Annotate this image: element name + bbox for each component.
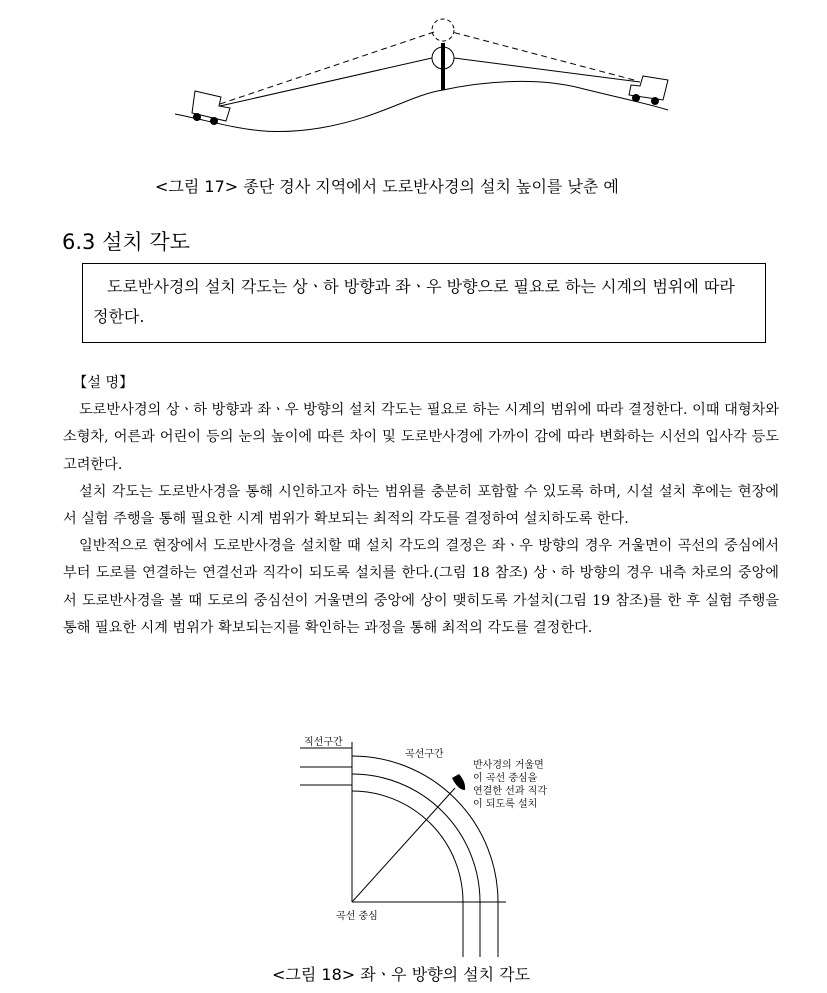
paragraph: 설치 각도는 도로반사경을 통해 시인하고자 하는 범위를 충분히 포함할 수 있도록 하며, 시설 설치 후에는 현장에서 실험 주행을 통해 필요한 시계 범위가 확보되는 최적의 각도를 결정하여 설치하도록 한다. xyxy=(63,483,779,528)
label-curve-center: 곡선 중심 xyxy=(336,911,378,922)
label-straight-section: 직선구간 xyxy=(304,737,343,748)
summary-text: 도로반사경의 설치 각도는 상ㆍ하 방향과 좌ㆍ우 방향으로 필요로 하는 시계의 범위에 따라 정한다. xyxy=(93,277,735,326)
explanation-section xyxy=(63,370,779,642)
mirror-icon xyxy=(452,774,465,790)
paragraph: 일반적으로 현장에서 도로반사경을 설치할 때 설치 각도의 결정은 좌ㆍ우 방향의 경우 거울면이 곡선의 중심에서부터 도로를 연결하는 연결선과 직각이 되도록 설치를 한다.(그림 18 참조) 상ㆍ하 방향의 경우 내측 차로의 중앙에서 도로반사경을 볼 때 도로의 중심선이 거울면의 중앙에 상이 맺히도록 가설치(그림 19 참조)를 한 후 실험 주행을 통해 필요한 시계 범위가 확보되는지를 확인하는 과정을 통해 최적의 각도를 결정한다. xyxy=(63,538,779,636)
explanation-label: 【설 명】 xyxy=(73,375,134,391)
figure-18-caption: <그림 18> 좌ㆍ우 방향의 설치 각도 xyxy=(272,965,531,984)
label-curve-section: 곡선구간 xyxy=(405,749,444,760)
figure-17-caption: <그림 17> 종단 경사 지역에서 도로반사경의 설치 높이를 낮춘 예 xyxy=(155,177,619,196)
label-mirror-note xyxy=(473,759,547,811)
note-line: 연결한 선과 직각 xyxy=(473,786,547,797)
note-line: 이 되도록 설치 xyxy=(473,799,538,810)
summary-box xyxy=(82,263,766,343)
note-line: 이 곡선 중심을 xyxy=(473,773,538,784)
paragraph: 도로반사경의 상ㆍ하 방향과 좌ㆍ우 방향의 설치 각도는 필요로 하는 시계의 범위에 따라 결정한다. 이때 대형차와 소형차, 어른과 어린이 등의 눈의 높이에 따른 차이 및 도로반사경에 가까이 감에 따라 변화하는 시선의 입사각 등도 고려한다. xyxy=(63,402,779,473)
section-heading: 6.3 설치 각도 xyxy=(62,230,190,254)
center-to-mirror-line xyxy=(352,788,455,902)
road-profile xyxy=(175,81,668,131)
mirror-original xyxy=(432,19,454,41)
note-line: 반사경의 거울면 xyxy=(473,760,544,771)
